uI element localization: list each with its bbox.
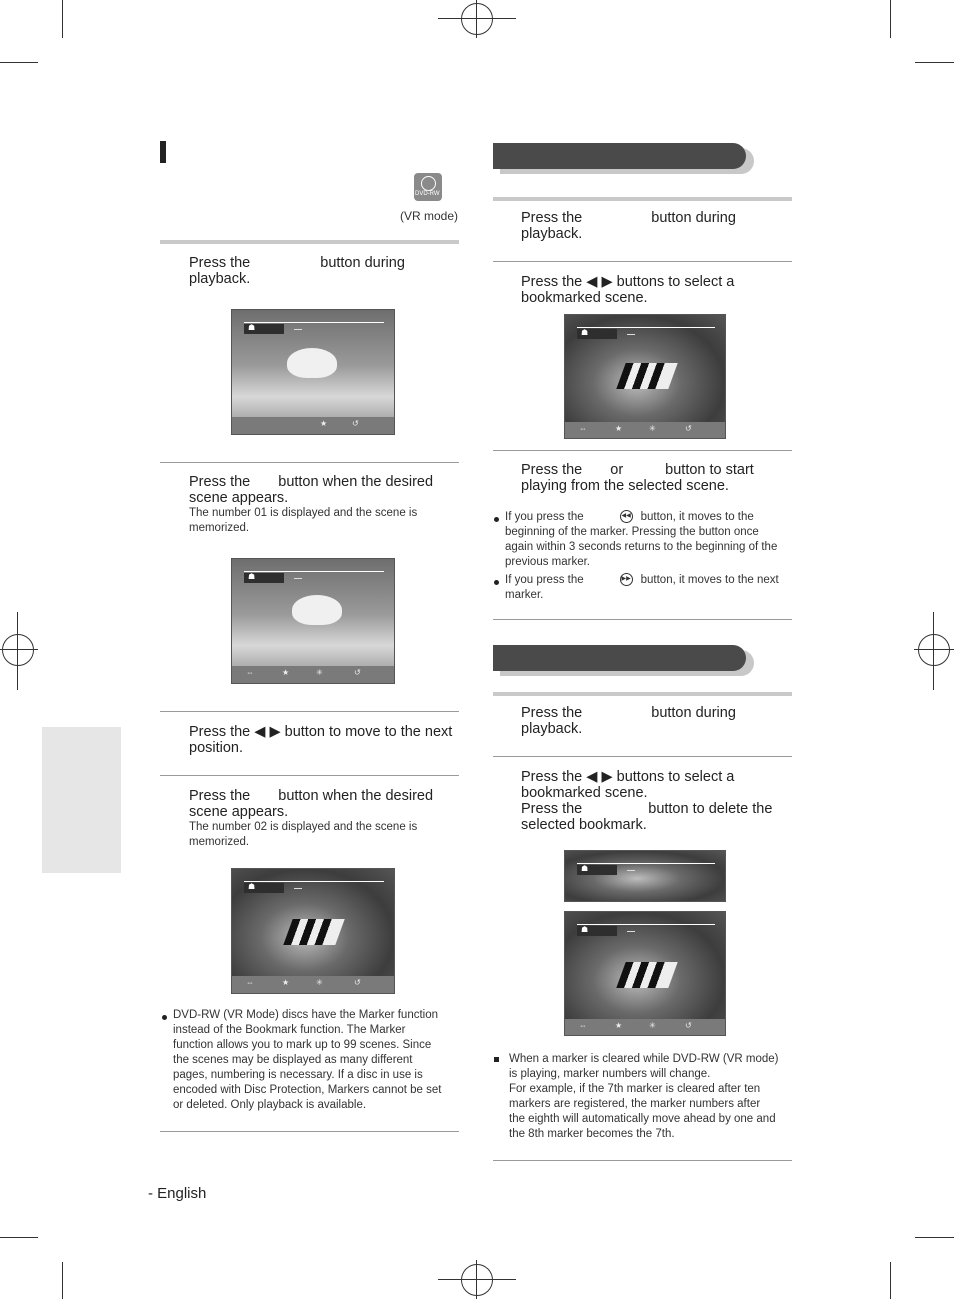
skip-forward-icon: ▶▶ — [620, 573, 633, 586]
crop-mark — [890, 0, 891, 38]
bullet-dot — [494, 517, 499, 522]
bullet-dot — [494, 580, 499, 585]
divider — [493, 1160, 792, 1161]
seagull-image — [292, 595, 342, 625]
divider — [160, 462, 459, 463]
del-step-2-text: Press the ◀ ▶ buttons to select a bookmarked scene. Press the button to delete the selected bookmark. — [521, 769, 773, 833]
marker-icon: ☗ — [581, 328, 589, 337]
divider — [160, 711, 459, 712]
chapter-side-tab — [42, 727, 121, 873]
step-3-text: Press the ◀ ▶ button to move to the next position. — [189, 724, 453, 756]
del-step-1-text: Press the button during playback. — [521, 705, 736, 737]
note-square-bullet — [494, 1057, 499, 1062]
marker-number-note: When a marker is cleared while DVD-RW (VR mode) is playing, marker numbers will change. For example, if the 7th marker is cleared after ten markers are registered, the marker numbers after the eighth will automatically move ahead by one and the 8th marker becomes the 7th. — [509, 1053, 779, 1140]
crop-mark — [915, 1237, 954, 1238]
play-step-3-text: Press the or button to start playing from the selected scene. — [521, 462, 754, 494]
play-step-1-text: Press the button during playback. — [521, 210, 736, 242]
seagull-image — [287, 348, 337, 378]
osd-screen-seagull-marked: ☗ ⇔ ★ ✳ ↺ — [231, 558, 395, 684]
dvd-rw-disc-icon: DVD-RW — [414, 173, 442, 201]
crop-mark — [0, 62, 38, 63]
marker-icon: ☗ — [581, 864, 589, 873]
osd-screen-butterfly-select: ☗ ⇔ ★ ✳ ↺ — [564, 314, 726, 439]
osd-screen-butterfly: ☗ ⇔ ★ ✳ ↺ — [231, 868, 395, 994]
crop-mark — [915, 62, 954, 63]
skip-back-bullet: If you press the ◀◀ button, it moves to the beginning of the marker. Pressing the button once again within 3 seconds returns to the beginning of the previous marker. — [505, 511, 778, 568]
section-heading-bar — [160, 141, 166, 163]
butterfly-image — [616, 962, 677, 988]
skip-forward-bullet: If you press the ▶▶ button, it moves to the next marker. — [505, 574, 779, 601]
osd-screen-butterfly-top — [564, 850, 726, 902]
divider — [493, 197, 792, 201]
marker-icon: ☗ — [248, 323, 256, 332]
marker-icon: ☗ — [248, 882, 256, 891]
marker-icon: ☗ — [248, 572, 256, 581]
divider — [493, 692, 792, 696]
butterfly-image — [616, 363, 677, 389]
divider — [160, 775, 459, 776]
section-banner-playing — [493, 143, 746, 169]
vr-mode-label: (VR mode) — [400, 209, 459, 223]
step-4-text: Press the button when the desired scene appears. — [189, 788, 434, 820]
crop-mark — [62, 0, 63, 38]
bullet-dot — [162, 1015, 167, 1020]
osd-screen-butterfly-delete: ☗ ⇔ ★ ✳ ↺ — [564, 911, 726, 1036]
crop-mark — [0, 1237, 38, 1238]
divider — [493, 619, 792, 620]
step-1-text: Press the button during playback. — [189, 255, 405, 287]
step-2-text: Press the button when the desired scene appears. — [189, 474, 434, 506]
divider — [160, 1131, 459, 1132]
butterfly-image — [283, 919, 344, 945]
section-banner-clearing — [493, 645, 746, 671]
step-4-note: The number 02 is displayed and the scene is memorized. — [189, 821, 418, 848]
divider — [493, 756, 792, 757]
divider — [493, 450, 792, 451]
skip-back-icon: ◀◀ — [620, 510, 633, 523]
divider — [160, 240, 459, 244]
crop-mark — [62, 1262, 63, 1299]
divider — [493, 261, 792, 262]
step-2-note: The number 01 is displayed and the scene is memorized. — [189, 507, 418, 534]
marker-info-bullet: DVD-RW (VR Mode) discs have the Marker function instead of the Bookmark function. The Marker function allows you to mark up to 99 scenes. Since the scenes may be displayed as many different pages, numbering is necessary. If a disc in use is encoded with Disc Protection, Markers cannot be set or deleted. Only playback is available. — [173, 1009, 442, 1111]
crop-mark — [890, 1262, 891, 1299]
footer-language: - English — [148, 1185, 207, 1202]
osd-screen-seagull: ☗ ★ ↺ — [231, 309, 395, 435]
play-step-2-text: Press the ◀ ▶ buttons to select a bookmarked scene. — [521, 274, 735, 306]
marker-icon: ☗ — [581, 925, 589, 934]
